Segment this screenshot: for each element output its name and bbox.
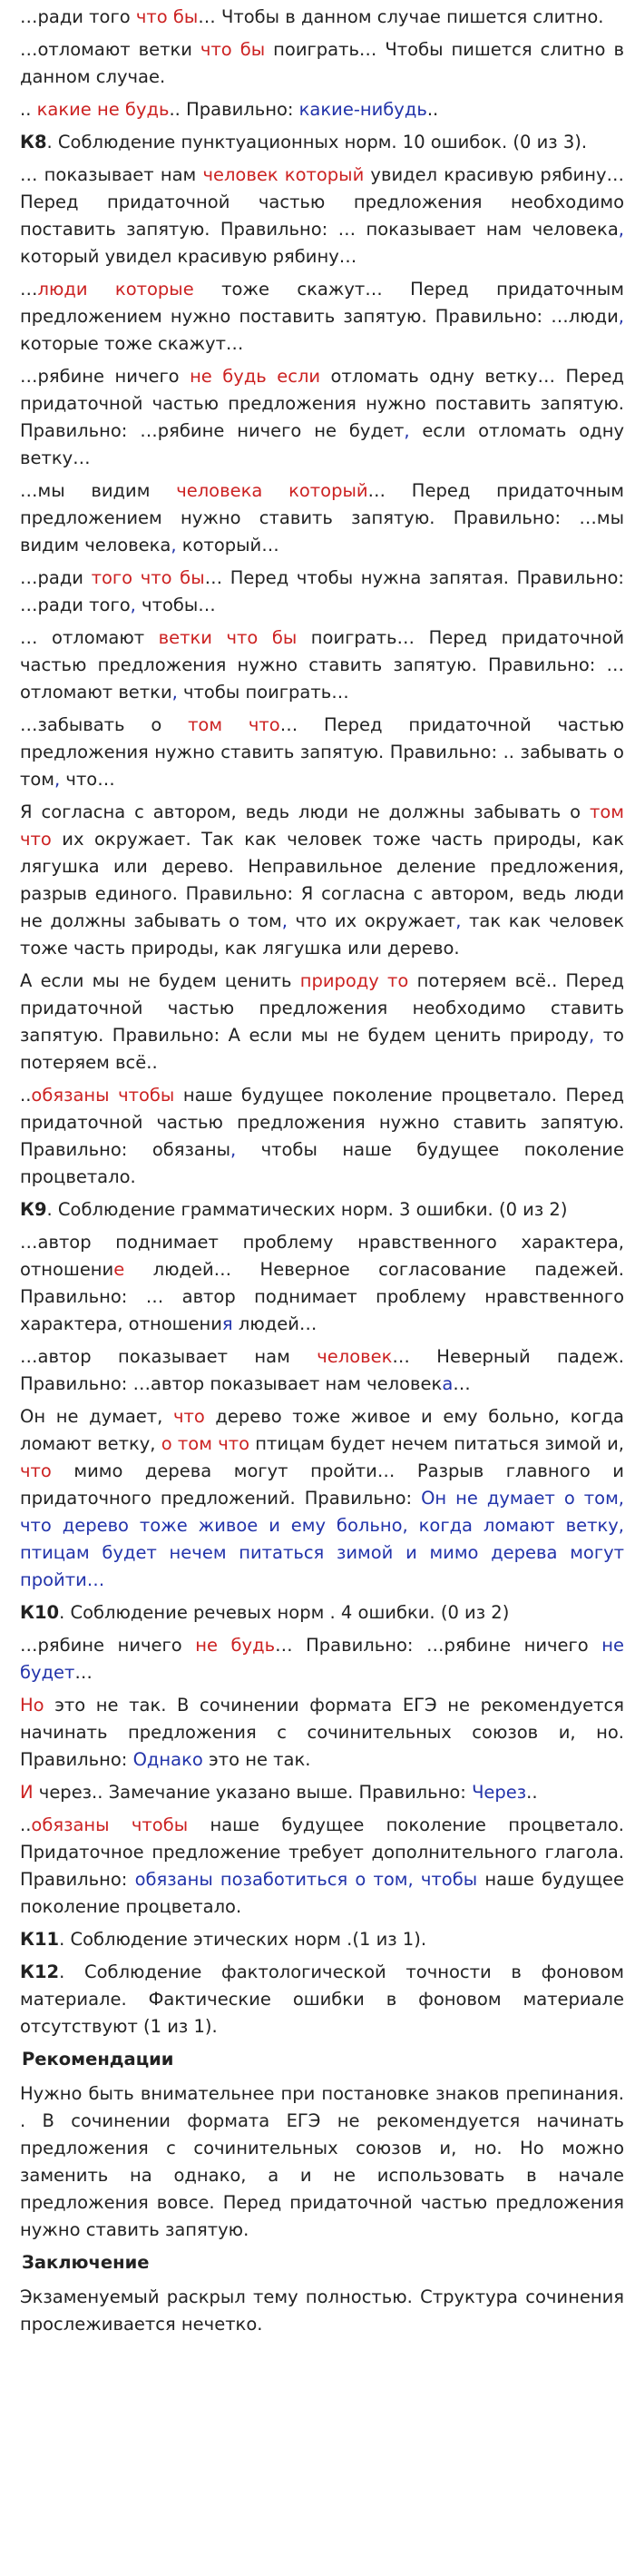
text-fragment: наше будущее поколение процветало. — [20, 1869, 624, 1917]
correction-fragment: , — [171, 535, 177, 556]
text-fragment: …ради — [20, 567, 92, 588]
review-paragraph — [20, 1812, 624, 1921]
text-fragment: . Соблюдение фактологической точности в фоновом материале. Фактические ошибки в фоновом материале отсутствуют (1 из 1). — [20, 1961, 624, 2037]
text-fragment: А если мы не будем ценить — [20, 970, 300, 991]
text-fragment: … Правильно: …рябине ничего — [275, 1635, 602, 1656]
text-fragment: … Перед придаточной частью предложения нужно ставить запятую. Правильно: .. забывать о том — [20, 714, 624, 790]
text-fragment: . Соблюдение речевых норм . 4 ошибки. (0 из 2) — [59, 1602, 510, 1623]
text-fragment: … Перед придаточным предложением нужно ставить запятую. Правильно: …мы видим человека — [20, 480, 624, 556]
error-fragment: том что — [188, 714, 280, 735]
text-fragment: что их окружает — [287, 910, 456, 931]
recommendations-text: Нужно быть внимательнее при постановке знаков препинания. . В сочинении формата ЕГЭ не рекомендуется начинать предложения с сочинительных союзов и, но. Но можно заменить на однако, а и не использовать в начале предложения вовсе. Перед придаточной частью предложения нужно ставить запятую. — [20, 2083, 624, 2240]
text-fragment: чтобы наше будущее поколение процветало. — [20, 1139, 624, 1187]
review-paragraph — [20, 36, 624, 91]
conclusion-text: Экзаменуемый раскрыл тему полностью. Структура сочинения прослеживается нечетко. — [20, 2286, 624, 2335]
correction-fragment: какие-нибудь — [298, 99, 427, 120]
correction-fragment: , — [618, 306, 624, 327]
error-fragment: том что — [20, 801, 624, 850]
text-fragment: . Соблюдение этических норм .(1 из 1). — [59, 1929, 427, 1950]
error-fragment: что бы — [135, 6, 199, 27]
error-fragment: природу то — [299, 970, 409, 991]
text-fragment: …рябине ничего — [20, 366, 190, 387]
text-fragment: поиграть… Чтобы пишется слитно в данном случае. — [20, 39, 624, 87]
review-paragraph — [20, 1959, 624, 2040]
text-fragment: .. — [426, 99, 439, 120]
criterion-label: К10 — [20, 1602, 60, 1623]
error-fragment: человек — [317, 1346, 393, 1367]
text-fragment: отломать одну ветку… Перед придаточной частью предложения нужно поставить запятую. Правильно: …рябине ничего не будет — [20, 366, 624, 441]
review-paragraph — [20, 968, 624, 1077]
correction-fragment: , — [455, 910, 462, 931]
review-paragraph — [20, 1343, 624, 1398]
text-fragment: …отломают ветки — [20, 39, 200, 60]
text-fragment: это не так. В сочинении формата ЕГЭ не рекомендуется начинать предложения с сочинительных союзов и, но. Правильно: — [20, 1695, 624, 1770]
error-fragment: о том что — [161, 1433, 250, 1454]
review-paragraphs — [20, 4, 624, 2040]
text-fragment: … — [74, 1662, 93, 1683]
text-fragment: . Соблюдение грамматических норм. 3 ошибки. (0 из 2) — [46, 1199, 568, 1220]
correction-fragment: , — [618, 219, 624, 240]
text-fragment: …ради того — [20, 6, 136, 27]
text-fragment: … Перед чтобы нужна запятая. Правильно: …ради того — [20, 567, 624, 615]
criterion-label: К9 — [20, 1199, 47, 1220]
error-fragment: того что бы — [91, 567, 205, 588]
review-paragraph — [20, 624, 624, 706]
text-fragment: … — [20, 279, 38, 300]
error-fragment: что бы — [200, 39, 266, 60]
error-fragment: И — [20, 1782, 34, 1803]
text-fragment: …мы видим — [20, 480, 177, 501]
review-paragraph — [20, 1599, 624, 1627]
text-fragment: который увидел красивую рябину… — [20, 246, 357, 267]
text-fragment: так как человек тоже часть природы, как лягушка или дерево. — [20, 910, 625, 959]
correction-fragment: Он не думает о том, что дерево тоже живое и ему больно, когда ломают ветку, птицам будет нечем питаться зимой и мимо дерева могут пройти… — [20, 1488, 624, 1590]
text-fragment: поиграть… Перед придаточной частью предложения нужно ставить запятую. Правильно: … отломают ветки — [20, 627, 624, 703]
text-fragment: тоже скажут… Перед придаточным предложением нужно поставить запятую. Правильно: …люди — [20, 279, 624, 327]
review-paragraph — [20, 1779, 624, 1806]
text-fragment: наше будущее поколение процветало. Перед придаточной частью предложения нужно ставить запятую. Правильно: обязаны — [20, 1085, 624, 1160]
correction-fragment: , — [54, 769, 61, 790]
correction-fragment: я — [221, 1313, 233, 1334]
text-fragment: … Чтобы в данном случае пишется слитно. — [198, 6, 604, 27]
text-fragment: через.. Замечание указано выше. Правильно: — [33, 1782, 473, 1803]
text-fragment: … Неверный падеж. Правильно: …автор показывает нам человек — [20, 1346, 625, 1394]
error-fragment: человек который — [202, 164, 365, 185]
text-fragment: …рябине ничего — [20, 1635, 196, 1656]
text-fragment: Он не думает, — [20, 1406, 173, 1427]
text-fragment: … — [453, 1373, 471, 1394]
text-fragment: если отломать одну ветку… — [20, 420, 624, 468]
text-fragment: .. — [526, 1782, 538, 1803]
text-fragment: птицам будет нечем питаться зимой и, — [249, 1433, 625, 1454]
error-fragment: какие не будь — [36, 99, 170, 120]
error-fragment: е — [113, 1259, 125, 1280]
text-fragment: который… — [176, 535, 279, 556]
error-fragment: обязаны чтобы — [31, 1814, 189, 1835]
correction-fragment: Через — [472, 1782, 527, 1803]
error-fragment: Но — [20, 1695, 44, 1716]
text-fragment: людей… Неверное согласование падежей. Правильно: … автор поднимает проблему нравственного характера, отношени — [20, 1259, 624, 1334]
review-paragraph — [20, 477, 624, 559]
correction-fragment: обязаны позаботиться о том, чтобы — [134, 1869, 478, 1890]
text-fragment: … отломают — [20, 627, 159, 648]
review-paragraph — [20, 1692, 624, 1774]
review-paragraph — [20, 96, 624, 123]
review-paragraph — [20, 1082, 624, 1191]
review-paragraph — [20, 1403, 624, 1594]
conclusion-heading: Заключение — [22, 2252, 150, 2273]
text-fragment: .. Правильно: — [169, 99, 299, 120]
text-fragment: то потеряем всё.. — [20, 1025, 624, 1073]
text-fragment: мимо дерева могут пройти… Разрыв главного и придаточного предложений. Правильно: — [20, 1460, 624, 1509]
review-paragraph — [20, 1926, 624, 1953]
review-paragraph — [20, 129, 624, 156]
review-paragraph — [20, 565, 624, 619]
review-paragraph — [20, 712, 624, 793]
text-fragment: …забывать о — [20, 714, 189, 735]
text-fragment: наше будущее поколение процветало. Придаточное предложение требует дополнительного глагола. Правильно: — [20, 1814, 624, 1890]
text-fragment: …автор поднимает проблему нравственного характера, отношени — [20, 1232, 624, 1280]
error-fragment: что — [20, 1460, 52, 1481]
review-paragraph — [20, 1196, 624, 1224]
text-fragment: чтобы… — [135, 595, 216, 615]
text-fragment: чтобы поиграть… — [177, 682, 349, 703]
correction-fragment: а — [442, 1373, 454, 1394]
criterion-label: К8 — [20, 132, 47, 152]
review-paragraph — [20, 363, 624, 472]
error-fragment: ветки что бы — [158, 627, 298, 648]
review-paragraph — [20, 4, 624, 31]
correction-fragment: Однако — [132, 1749, 203, 1770]
criterion-label: К12 — [20, 1961, 60, 1982]
correction-fragment: , — [281, 910, 288, 931]
correction-fragment: , — [404, 420, 410, 441]
text-fragment: увидел красивую рябину… Перед придаточной частью предложения необходимо поставить запятую. Правильно: … показывает нам человека — [20, 164, 624, 240]
text-fragment: .. — [20, 1814, 32, 1835]
review-paragraph — [20, 1632, 624, 1686]
text-fragment: . Соблюдение пунктуационных норм. 10 ошибок. (0 из 3). — [46, 132, 588, 152]
text-fragment: людей… — [232, 1313, 318, 1334]
review-paragraph — [20, 162, 624, 270]
review-paragraph — [20, 276, 624, 358]
text-fragment: потеряем всё.. Перед придаточной частью предложения необходимо ставить запятую. Правильно: А если мы не будем ценить природу — [20, 970, 625, 1046]
error-fragment: что — [172, 1406, 205, 1427]
review-paragraph — [20, 799, 624, 962]
correction-fragment: , — [130, 595, 136, 615]
text-fragment: это не так. — [202, 1749, 311, 1770]
text-fragment: .. — [20, 1085, 32, 1106]
error-fragment: люди которые — [37, 279, 194, 300]
text-fragment: …автор показывает нам — [20, 1346, 318, 1367]
text-fragment: .. — [20, 99, 37, 120]
correction-fragment: , — [171, 682, 178, 703]
text-fragment: что… — [60, 769, 115, 790]
review-paragraph — [20, 1229, 624, 1338]
text-fragment: дерево тоже живое и ему больно, когда ломают ветку, — [20, 1406, 624, 1454]
correction-fragment: не будет — [20, 1635, 624, 1683]
text-fragment: Я согласна с автором, ведь люди не должны забывать о — [20, 801, 590, 822]
error-fragment: не будь если — [190, 366, 321, 387]
error-fragment: обязаны чтобы — [31, 1085, 175, 1106]
error-fragment: человека который — [176, 480, 368, 501]
correction-fragment: , — [589, 1025, 595, 1046]
text-fragment: их окружает. Так как человек тоже часть природы, как лягушка или дерево. Неправильное деление предложения, разрыв единого. Правильно: Я согласна с автором, ведь люди не должны забывать о том — [20, 829, 624, 931]
text-fragment: … показывает нам — [20, 164, 203, 185]
error-fragment: не будь — [195, 1635, 276, 1656]
recommendations-heading: Рекомендации — [22, 2049, 174, 2070]
text-fragment: которые тоже скажут… — [20, 333, 244, 354]
criterion-label: К11 — [20, 1929, 60, 1950]
correction-fragment: , — [230, 1139, 237, 1160]
